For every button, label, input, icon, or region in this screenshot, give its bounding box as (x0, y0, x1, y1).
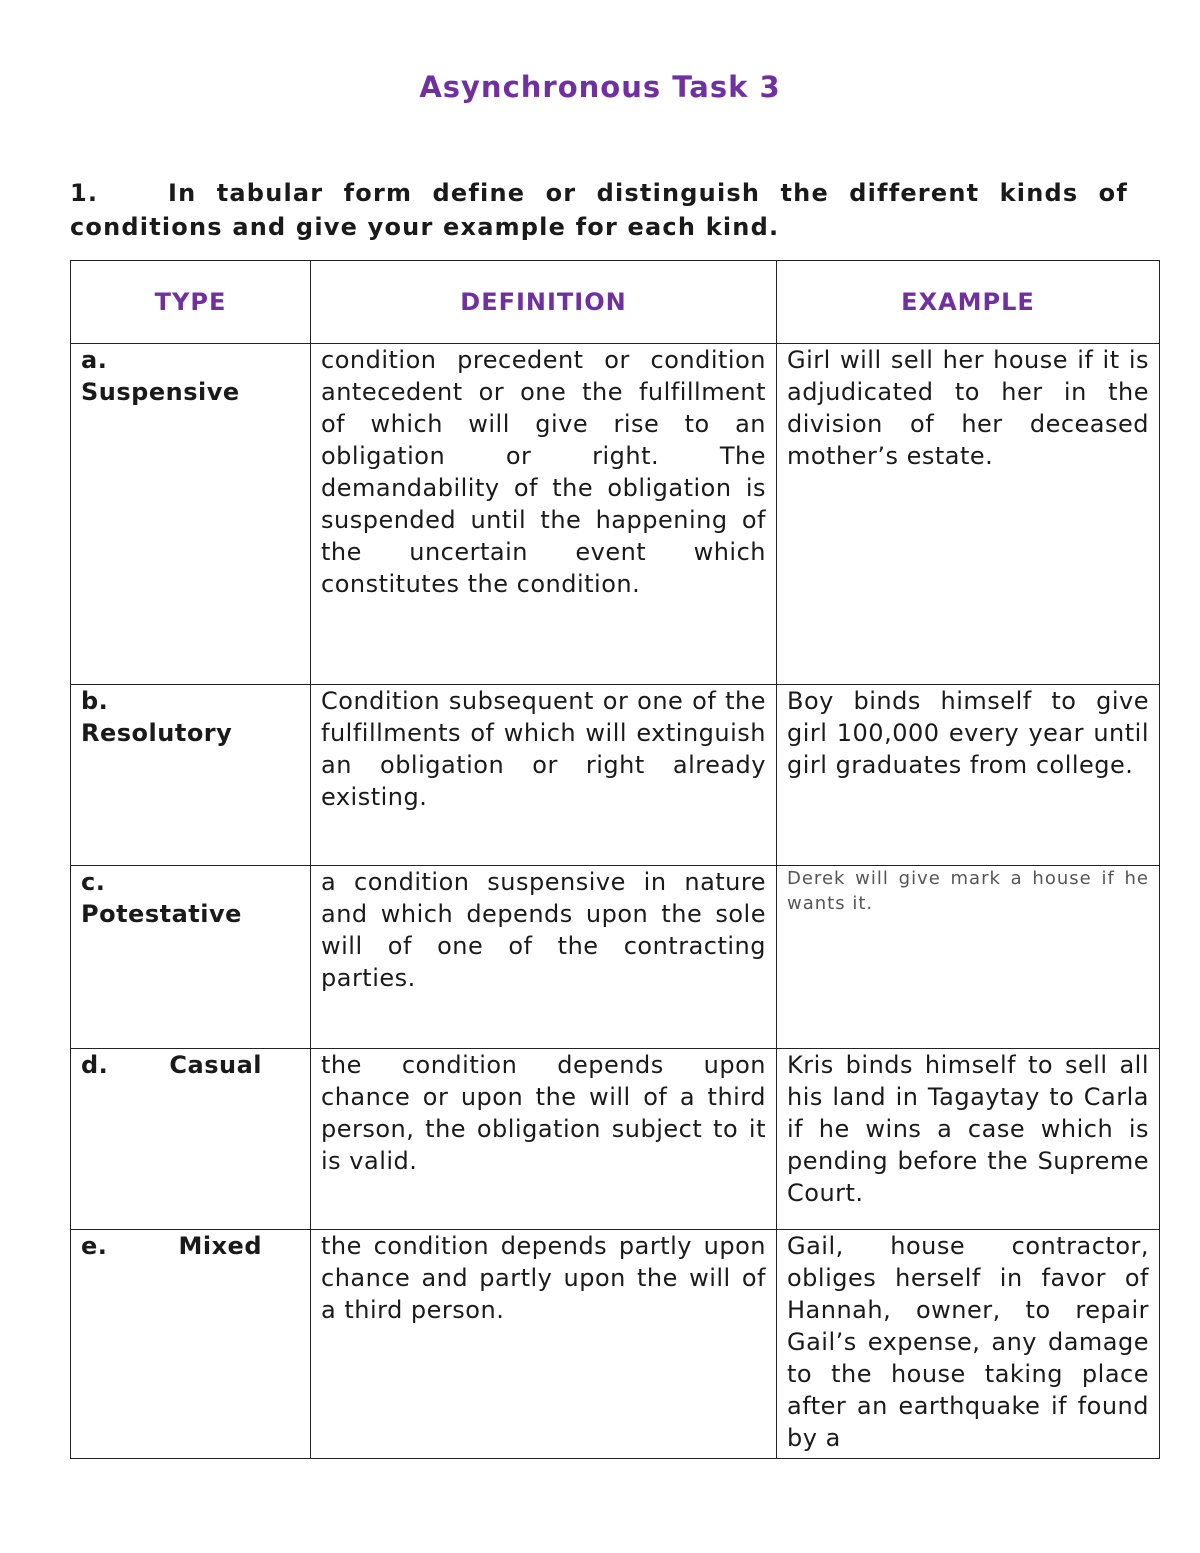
example-cell (777, 1230, 1160, 1459)
table-row (71, 866, 1160, 1049)
header-example: EXAMPLE (777, 261, 1160, 344)
table-row (71, 344, 1160, 685)
type-cell (71, 1230, 311, 1459)
type-cell (71, 344, 311, 685)
definition-cell: the condition depends partly upon chance and partly upon the will of a third person. (311, 1230, 777, 1459)
type-name: Suspensive (81, 378, 240, 406)
example-cell (777, 866, 1160, 1049)
type-letter: b. (81, 687, 109, 715)
type-name: Casual (169, 1051, 262, 1079)
example-cell: Girl will sell her house if it is adjudicated to her in the division of her deceased mother’s estate. (777, 344, 1160, 685)
definition-cell: a condition suspensive in nature and which depends upon the sole will of one of the contracting parties. (311, 866, 777, 1049)
type-name: Potestative (81, 900, 242, 928)
type-letter: a. (81, 346, 108, 374)
page-title: Asynchronous Task 3 (419, 70, 781, 104)
example-cell: Boy binds himself to give girl 100,000 every year until girl graduates from college. (777, 685, 1160, 866)
question-text: In tabular form define or distinguish the different kinds of conditions and give your example for each kind. (70, 179, 1128, 241)
type-cell (71, 685, 311, 866)
table-row (71, 1230, 1160, 1459)
type-letter: d. (81, 1051, 109, 1079)
type-name: Resolutory (81, 719, 233, 747)
table-header-row (71, 261, 1160, 344)
type-label (81, 1230, 300, 1262)
type-cell (71, 866, 311, 1049)
type-letter: c. (81, 868, 106, 896)
definition-cell: Condition subsequent or one of the fulfillments of which will extinguish an obligation or right already existing. (311, 685, 777, 866)
type-cell (71, 1049, 311, 1230)
header-definition: DEFINITION (311, 261, 777, 344)
header-type: TYPE (71, 261, 311, 344)
question-number: 1. (70, 179, 99, 207)
conditions-table (70, 260, 1160, 1459)
definition-cell: condition precedent or condition antecedent or one the fulfillment of which will give rise to an obligation or right. The demandability of the obligation is suspended until the happening of the uncertain event which constitutes the condition. (311, 344, 777, 685)
table-row (71, 685, 1160, 866)
example-text: Derek will give mark a house if he wants it. (787, 868, 1149, 914)
example-text: Gail, house contractor, obliges herself in favor of Hannah, owner, to repair Gail’s expense, any damage to the house taking place after an earthquake if found by a (787, 1232, 1149, 1452)
type-name: Mixed (178, 1232, 262, 1260)
question-prompt (70, 176, 1128, 244)
definition-cell: the condition depends upon chance or upon the will of a third person, the obligation subject to it is valid. (311, 1049, 777, 1230)
example-cell: Kris binds himself to sell all his land in Tagaytay to Carla if he wins a case which is pending before the Supreme Court. (777, 1049, 1160, 1230)
table-row (71, 1049, 1160, 1230)
type-label (81, 1049, 300, 1081)
type-letter: e. (81, 1232, 108, 1260)
